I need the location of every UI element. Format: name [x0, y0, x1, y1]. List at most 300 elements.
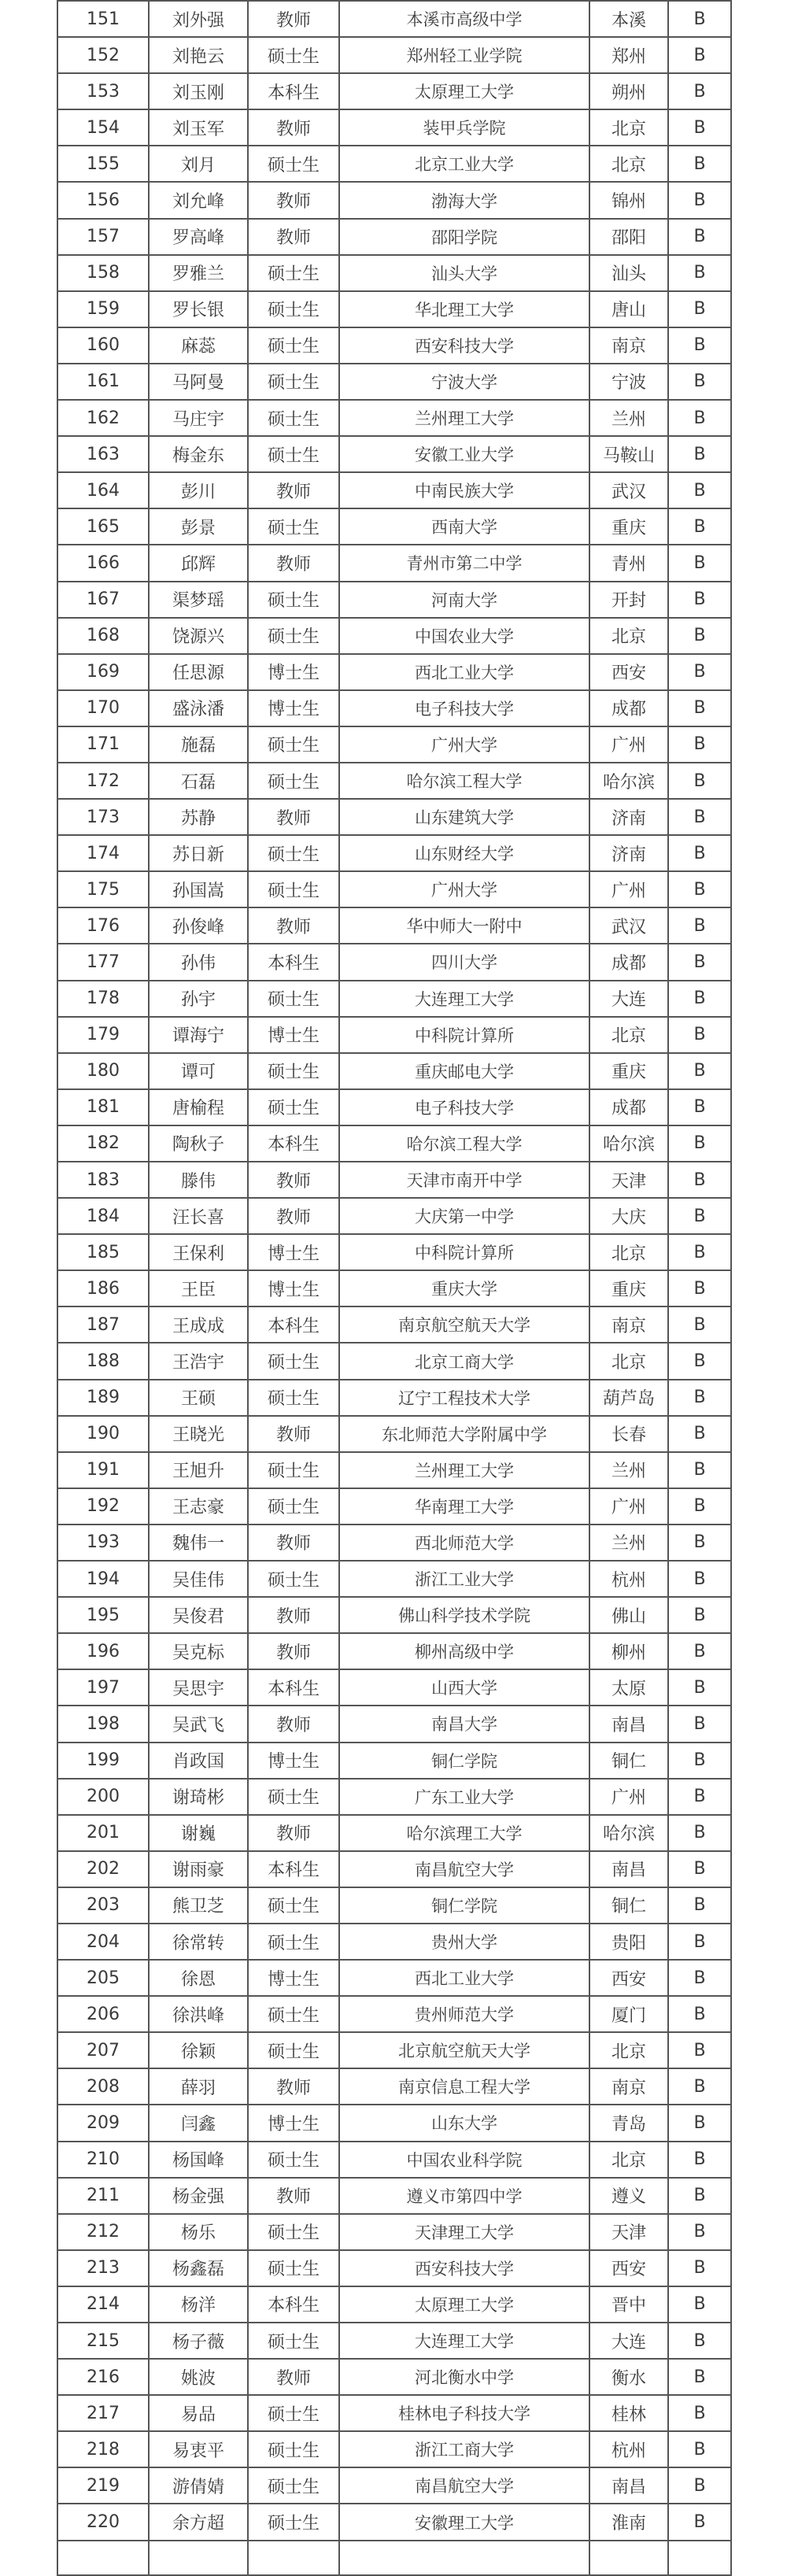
- table-row: [57, 146, 731, 182]
- role-cell: 硕士生: [248, 2504, 339, 2540]
- person-name-cell: 徐颖: [149, 2032, 248, 2068]
- city-cell: 北京: [589, 1234, 668, 1270]
- table-row: [57, 255, 731, 291]
- row-number-cell: 154: [57, 109, 149, 146]
- role-cell: 教师: [248, 1525, 339, 1561]
- row-number-cell: 156: [57, 182, 149, 218]
- role-cell: 硕士生: [248, 1343, 339, 1379]
- city-cell: 厦门: [589, 1996, 668, 2032]
- grade-cell: B: [668, 1669, 731, 1706]
- person-name-cell: 麻蕊: [149, 327, 248, 364]
- city-cell: 太原: [589, 1669, 668, 1706]
- row-number-cell: 215: [57, 2323, 149, 2359]
- table-row: [57, 1053, 731, 1089]
- table-row: [57, 2395, 731, 2431]
- grade-cell: B: [668, 618, 731, 654]
- table-row: [57, 2359, 731, 2395]
- school-cell: 渤海大学: [339, 182, 589, 218]
- person-name-cell: 任思源: [149, 654, 248, 690]
- row-number-cell: 153: [57, 73, 149, 109]
- role-cell: 本科生: [248, 1851, 339, 1887]
- table-row: [57, 944, 731, 980]
- table-row: [57, 835, 731, 871]
- person-name-cell: 杨国峰: [149, 2142, 248, 2178]
- school-cell: 山西大学: [339, 1669, 589, 1706]
- table-row: [57, 690, 731, 726]
- person-name-cell: 孙伟: [149, 944, 248, 980]
- grade-cell: B: [668, 436, 731, 472]
- role-cell: 硕士生: [248, 2032, 339, 2068]
- row-number-cell: 173: [57, 799, 149, 835]
- grade-cell: B: [668, 2214, 731, 2250]
- row-number-cell: 210: [57, 2142, 149, 2178]
- grade-cell: B: [668, 37, 731, 73]
- person-name-cell: 谭海宁: [149, 1017, 248, 1053]
- city-cell: 武汉: [589, 472, 668, 508]
- table-row: [57, 1452, 731, 1488]
- school-cell: 大庆第一中学: [339, 1198, 589, 1234]
- school-cell: 南昌航空大学: [339, 1851, 589, 1887]
- school-cell: 大连理工大学: [339, 981, 589, 1017]
- school-cell: 太原理工大学: [339, 73, 589, 109]
- role-cell: 本科生: [248, 2286, 339, 2323]
- table-row: [57, 1525, 731, 1561]
- grade-cell: B: [668, 2395, 731, 2431]
- grade-cell: B: [668, 2068, 731, 2105]
- grade-cell: B: [668, 2467, 731, 2504]
- city-cell: 长春: [589, 1416, 668, 1452]
- city-cell: 郑州: [589, 37, 668, 73]
- row-number-cell: 160: [57, 327, 149, 364]
- row-number-cell: 178: [57, 981, 149, 1017]
- person-name-cell: 徐洪峰: [149, 1996, 248, 2032]
- role-cell: 硕士生: [248, 618, 339, 654]
- grade-cell: B: [668, 690, 731, 726]
- role-cell: 博士生: [248, 2105, 339, 2141]
- row-number-cell: 219: [57, 2467, 149, 2504]
- role-cell: 教师: [248, 1706, 339, 1742]
- grade-cell: B: [668, 1343, 731, 1379]
- role-cell: 博士生: [248, 1234, 339, 1270]
- city-cell: 唐山: [589, 291, 668, 327]
- grade-cell: B: [668, 1306, 731, 1343]
- person-name-cell: 唐榆程: [149, 1089, 248, 1125]
- city-cell: 马鞍山: [589, 436, 668, 472]
- grade-cell: B: [668, 1017, 731, 1053]
- table-row: [57, 37, 731, 73]
- school-cell: 西安科技大学: [339, 327, 589, 364]
- school-cell: 中国农业科学院: [339, 2142, 589, 2178]
- city-cell: 青州: [589, 545, 668, 581]
- person-name-cell: 石磊: [149, 763, 248, 799]
- person-name-cell: 谢雨豪: [149, 1851, 248, 1887]
- person-name-cell: 刘月: [149, 146, 248, 182]
- grade-cell: B: [668, 1887, 731, 1924]
- school-cell: 遵义市第四中学: [339, 2178, 589, 2214]
- city-cell: 北京: [589, 109, 668, 146]
- row-number-cell: 159: [57, 291, 149, 327]
- table-row: [57, 1343, 731, 1379]
- role-cell: 硕士生: [248, 1053, 339, 1089]
- row-number-cell: 204: [57, 1924, 149, 1960]
- role-cell: 博士生: [248, 654, 339, 690]
- person-name-cell: 肖政国: [149, 1743, 248, 1779]
- row-number-cell: 163: [57, 436, 149, 472]
- school-cell: 广州大学: [339, 726, 589, 763]
- city-cell: 天津: [589, 1162, 668, 1198]
- empty-cell: [668, 2541, 731, 2576]
- role-cell: 教师: [248, 2068, 339, 2105]
- city-cell: 南昌: [589, 1706, 668, 1742]
- row-number-cell: 181: [57, 1089, 149, 1125]
- school-cell: 西安科技大学: [339, 2250, 589, 2286]
- person-name-cell: 王旭升: [149, 1452, 248, 1488]
- role-cell: 硕士生: [248, 582, 339, 618]
- person-name-cell: 滕伟: [149, 1162, 248, 1198]
- city-cell: 佛山: [589, 1597, 668, 1633]
- school-cell: 浙江工商大学: [339, 2431, 589, 2467]
- person-name-cell: 徐恩: [149, 1960, 248, 1996]
- school-cell: 电子科技大学: [339, 1089, 589, 1125]
- role-cell: 硕士生: [248, 981, 339, 1017]
- school-cell: 浙江工业大学: [339, 1561, 589, 1597]
- role-cell: 硕士生: [248, 291, 339, 327]
- city-cell: 锦州: [589, 182, 668, 218]
- grade-cell: B: [668, 726, 731, 763]
- row-number-cell: 183: [57, 1162, 149, 1198]
- city-cell: 天津: [589, 2214, 668, 2250]
- person-name-cell: 薛羽: [149, 2068, 248, 2105]
- table-row: [57, 1633, 731, 1669]
- person-name-cell: 饶源兴: [149, 618, 248, 654]
- row-number-cell: 175: [57, 871, 149, 907]
- grade-cell: B: [668, 1706, 731, 1742]
- school-cell: 辽宁工程技术大学: [339, 1380, 589, 1416]
- row-number-cell: 212: [57, 2214, 149, 2250]
- grade-cell: B: [668, 2286, 731, 2323]
- role-cell: 硕士生: [248, 37, 339, 73]
- school-cell: 北京工业大学: [339, 146, 589, 182]
- grade-cell: B: [668, 146, 731, 182]
- grade-cell: B: [668, 219, 731, 255]
- person-name-cell: 杨洋: [149, 2286, 248, 2323]
- table-row: [57, 2467, 731, 2504]
- table-row: [57, 907, 731, 944]
- row-number-cell: 191: [57, 1452, 149, 1488]
- row-number-cell: 214: [57, 2286, 149, 2323]
- grade-cell: B: [668, 364, 731, 400]
- grade-cell: B: [668, 182, 731, 218]
- person-name-cell: 吴克标: [149, 1633, 248, 1669]
- row-number-cell: 211: [57, 2178, 149, 2214]
- school-cell: 西南大学: [339, 508, 589, 545]
- school-cell: 重庆大学: [339, 1270, 589, 1306]
- city-cell: 北京: [589, 2032, 668, 2068]
- row-number-cell: 201: [57, 1815, 149, 1851]
- row-number-cell: 220: [57, 2504, 149, 2540]
- person-name-cell: 刘玉刚: [149, 73, 248, 109]
- grade-cell: B: [668, 1633, 731, 1669]
- grade-cell: B: [668, 2431, 731, 2467]
- school-cell: 装甲兵学院: [339, 109, 589, 146]
- grade-cell: B: [668, 1488, 731, 1525]
- table-row: [57, 291, 731, 327]
- grade-cell: B: [668, 1125, 731, 1162]
- row-number-cell: 155: [57, 146, 149, 182]
- row-number-cell: 195: [57, 1597, 149, 1633]
- school-cell: 哈尔滨工程大学: [339, 1125, 589, 1162]
- person-name-cell: 梅金东: [149, 436, 248, 472]
- row-number-cell: 172: [57, 763, 149, 799]
- role-cell: 硕士生: [248, 1089, 339, 1125]
- table-row: [57, 1597, 731, 1633]
- row-number-cell: 179: [57, 1017, 149, 1053]
- grade-cell: B: [668, 1597, 731, 1633]
- row-number-cell: 193: [57, 1525, 149, 1561]
- school-cell: 中国农业大学: [339, 618, 589, 654]
- row-number-cell: 198: [57, 1706, 149, 1742]
- role-cell: 硕士生: [248, 508, 339, 545]
- role-cell: 硕士生: [248, 364, 339, 400]
- table-row: [57, 1, 731, 37]
- person-name-cell: 刘玉军: [149, 109, 248, 146]
- person-name-cell: 谢巍: [149, 1815, 248, 1851]
- city-cell: 桂林: [589, 2395, 668, 2431]
- school-cell: 广州大学: [339, 871, 589, 907]
- role-cell: 硕士生: [248, 1996, 339, 2032]
- role-cell: 硕士生: [248, 2214, 339, 2250]
- person-name-cell: 杨子薇: [149, 2323, 248, 2359]
- row-number-cell: 182: [57, 1125, 149, 1162]
- row-number-cell: 194: [57, 1561, 149, 1597]
- grade-cell: B: [668, 1089, 731, 1125]
- row-number-cell: 188: [57, 1343, 149, 1379]
- table-row: [57, 219, 731, 255]
- person-name-cell: 谢琦彬: [149, 1779, 248, 1815]
- row-number-cell: 164: [57, 472, 149, 508]
- person-name-cell: 杨金强: [149, 2178, 248, 2214]
- table-row: [57, 1996, 731, 2032]
- row-number-cell: 187: [57, 1306, 149, 1343]
- person-name-cell: 彭景: [149, 508, 248, 545]
- grade-cell: B: [668, 1234, 731, 1270]
- school-cell: 山东大学: [339, 2105, 589, 2141]
- school-cell: 北京工商大学: [339, 1343, 589, 1379]
- role-cell: 教师: [248, 907, 339, 944]
- table-row: [57, 2032, 731, 2068]
- grade-cell: B: [668, 799, 731, 835]
- city-cell: 杭州: [589, 1561, 668, 1597]
- role-cell: 硕士生: [248, 400, 339, 436]
- person-name-cell: 王晓光: [149, 1416, 248, 1452]
- person-name-cell: 罗雅兰: [149, 255, 248, 291]
- city-cell: 成都: [589, 1089, 668, 1125]
- grade-cell: B: [668, 1416, 731, 1452]
- person-name-cell: 吴俊君: [149, 1597, 248, 1633]
- person-name-cell: 闫鑫: [149, 2105, 248, 2141]
- city-cell: 西安: [589, 2250, 668, 2286]
- grade-cell: B: [668, 2504, 731, 2540]
- role-cell: 博士生: [248, 1270, 339, 1306]
- table-row: [57, 73, 731, 109]
- row-number-cell: 185: [57, 1234, 149, 1270]
- grade-cell: B: [668, 1380, 731, 1416]
- role-cell: 本科生: [248, 1669, 339, 1706]
- city-cell: 济南: [589, 799, 668, 835]
- school-cell: 桂林电子科技大学: [339, 2395, 589, 2431]
- role-cell: 博士生: [248, 1017, 339, 1053]
- role-cell: 硕士生: [248, 835, 339, 871]
- table-row: [57, 618, 731, 654]
- row-number-cell: 202: [57, 1851, 149, 1887]
- role-cell: 教师: [248, 545, 339, 581]
- table-row: [57, 2323, 731, 2359]
- school-cell: 河南大学: [339, 582, 589, 618]
- city-cell: 广州: [589, 871, 668, 907]
- table-row: [57, 1089, 731, 1125]
- grade-cell: B: [668, 508, 731, 545]
- school-cell: 西北师范大学: [339, 1525, 589, 1561]
- city-cell: 北京: [589, 1017, 668, 1053]
- city-cell: 青岛: [589, 2105, 668, 2141]
- grade-cell: B: [668, 1960, 731, 1996]
- city-cell: 济南: [589, 835, 668, 871]
- person-name-cell: 王臣: [149, 1270, 248, 1306]
- city-cell: 葫芦岛: [589, 1380, 668, 1416]
- table-row: [57, 1270, 731, 1306]
- role-cell: 硕士生: [248, 1488, 339, 1525]
- table-row: [57, 1924, 731, 1960]
- row-number-cell: 161: [57, 364, 149, 400]
- role-cell: 教师: [248, 2359, 339, 2395]
- city-cell: 成都: [589, 690, 668, 726]
- table-row: [57, 545, 731, 581]
- results-table-container: [57, 0, 730, 2576]
- role-cell: 教师: [248, 472, 339, 508]
- results-table-body: [57, 1, 731, 2575]
- row-number-cell: 162: [57, 400, 149, 436]
- person-name-cell: 王硕: [149, 1380, 248, 1416]
- table-row: [57, 1887, 731, 1924]
- grade-cell: B: [668, 109, 731, 146]
- table-row: [57, 1416, 731, 1452]
- city-cell: 广州: [589, 1488, 668, 1525]
- table-row: [57, 1234, 731, 1270]
- grade-cell: B: [668, 2359, 731, 2395]
- role-cell: 硕士生: [248, 1452, 339, 1488]
- school-cell: 广东工业大学: [339, 1779, 589, 1815]
- city-cell: 广州: [589, 1779, 668, 1815]
- table-row: [57, 871, 731, 907]
- person-name-cell: 游倩婧: [149, 2467, 248, 2504]
- school-cell: 北京航空航天大学: [339, 2032, 589, 2068]
- person-name-cell: 王成成: [149, 1306, 248, 1343]
- person-name-cell: 施磊: [149, 726, 248, 763]
- city-cell: 南京: [589, 2068, 668, 2105]
- grade-cell: B: [668, 1996, 731, 2032]
- city-cell: 晋中: [589, 2286, 668, 2323]
- city-cell: 北京: [589, 618, 668, 654]
- role-cell: 硕士生: [248, 726, 339, 763]
- city-cell: 武汉: [589, 907, 668, 944]
- city-cell: 贵阳: [589, 1924, 668, 1960]
- city-cell: 北京: [589, 146, 668, 182]
- person-name-cell: 孙宇: [149, 981, 248, 1017]
- city-cell: 大连: [589, 2323, 668, 2359]
- person-name-cell: 刘允峰: [149, 182, 248, 218]
- row-number-cell: 186: [57, 1270, 149, 1306]
- table-row: [57, 1017, 731, 1053]
- school-cell: 柳州高级中学: [339, 1633, 589, 1669]
- table-row: [57, 1851, 731, 1887]
- person-name-cell: 杨乐: [149, 2214, 248, 2250]
- person-name-cell: 刘艳云: [149, 37, 248, 73]
- table-row: [57, 799, 731, 835]
- role-cell: 硕士生: [248, 327, 339, 364]
- person-name-cell: 吴佳伟: [149, 1561, 248, 1597]
- grade-cell: B: [668, 1851, 731, 1887]
- role-cell: 硕士生: [248, 2323, 339, 2359]
- role-cell: 硕士生: [248, 2395, 339, 2431]
- table-row: [57, 654, 731, 690]
- role-cell: 硕士生: [248, 436, 339, 472]
- person-name-cell: 马庄宇: [149, 400, 248, 436]
- grade-cell: B: [668, 1452, 731, 1488]
- grade-cell: B: [668, 835, 731, 871]
- school-cell: 中南民族大学: [339, 472, 589, 508]
- table-row: [57, 1706, 731, 1742]
- grade-cell: B: [668, 981, 731, 1017]
- grade-cell: B: [668, 1779, 731, 1815]
- school-cell: 西北工业大学: [339, 654, 589, 690]
- person-name-cell: 彭川: [149, 472, 248, 508]
- school-cell: 贵州大学: [339, 1924, 589, 1960]
- school-cell: 兰州理工大学: [339, 400, 589, 436]
- grade-cell: B: [668, 1198, 731, 1234]
- person-name-cell: 渠梦瑶: [149, 582, 248, 618]
- grade-cell: B: [668, 907, 731, 944]
- person-name-cell: 姚波: [149, 2359, 248, 2395]
- school-cell: 安徽工业大学: [339, 436, 589, 472]
- person-name-cell: 苏静: [149, 799, 248, 835]
- role-cell: 教师: [248, 1, 339, 37]
- role-cell: 硕士生: [248, 1561, 339, 1597]
- row-number-cell: 206: [57, 1996, 149, 2032]
- school-cell: 电子科技大学: [339, 690, 589, 726]
- city-cell: 兰州: [589, 400, 668, 436]
- city-cell: 开封: [589, 582, 668, 618]
- row-number-cell: 203: [57, 1887, 149, 1924]
- school-cell: 中科院计算所: [339, 1234, 589, 1270]
- row-number-cell: 216: [57, 2359, 149, 2395]
- school-cell: 天津理工大学: [339, 2214, 589, 2250]
- school-cell: 四川大学: [339, 944, 589, 980]
- row-number-cell: 205: [57, 1960, 149, 1996]
- grade-cell: B: [668, 1162, 731, 1198]
- city-cell: 西安: [589, 1960, 668, 1996]
- row-number-cell: 170: [57, 690, 149, 726]
- school-cell: 华北理工大学: [339, 291, 589, 327]
- table-row: [57, 1488, 731, 1525]
- city-cell: 南京: [589, 327, 668, 364]
- person-name-cell: 罗高峰: [149, 219, 248, 255]
- person-name-cell: 罗长银: [149, 291, 248, 327]
- role-cell: 硕士生: [248, 1779, 339, 1815]
- role-cell: 硕士生: [248, 2142, 339, 2178]
- row-number-cell: 169: [57, 654, 149, 690]
- role-cell: 教师: [248, 1815, 339, 1851]
- person-name-cell: 孙国嵩: [149, 871, 248, 907]
